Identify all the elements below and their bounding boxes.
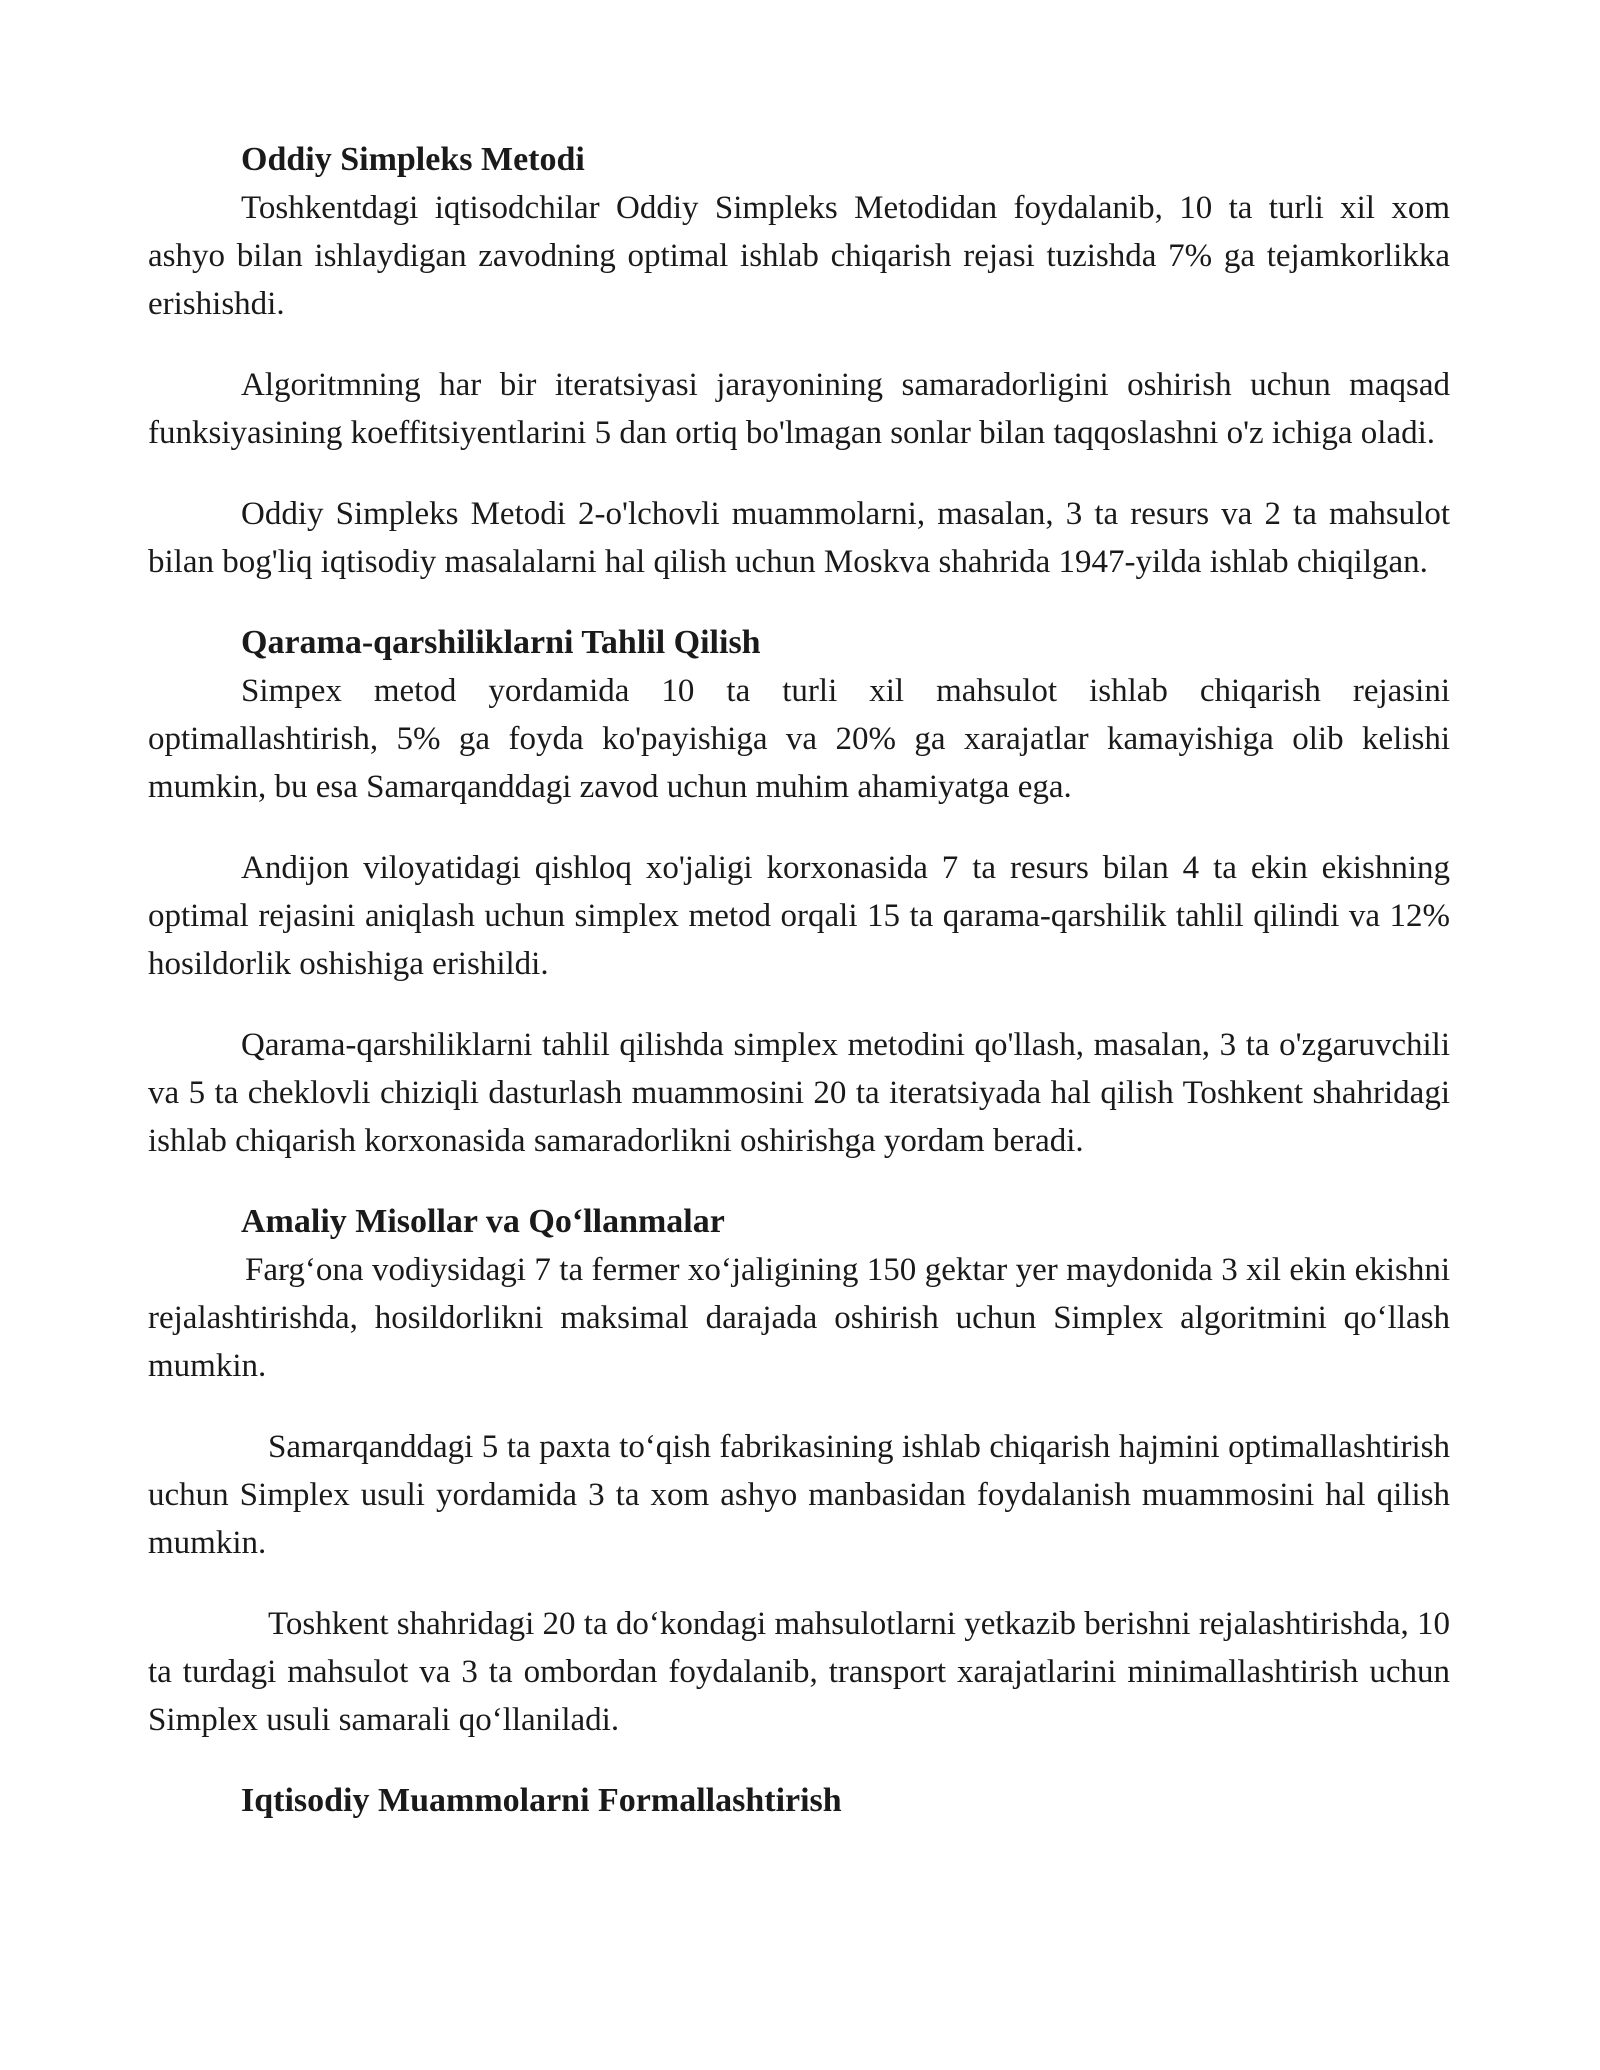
paragraph: Algoritmning har bir iteratsiyasi jarayonining samaradorligini oshirish uchun maqsad funksiyasining koeffitsiyentlarini 5 dan ortiq bo'lmagan sonlar bilan taqqoslashni o'z ichiga oladi. [148,367,1450,451]
section-heading: Qarama-qarshiliklarni Tahlil Qilish [241,624,761,661]
section-heading: Amaliy Misollar va Qo‘llanmalar [241,1203,725,1240]
paragraph: Oddiy Simpleks Metodi 2-o'lchovli muammolarni, masalan, 3 ta resurs va 2 ta mahsulot bilan bog'liq iqtisodiy masalalarni hal qilish uchun Moskva shahrida 1947-yilda ishlab chiqilgan. [148,496,1450,580]
paragraph: Toshkentdagi iqtisodchilar Oddiy Simpleks Metodidan foydalanib, 10 ta turli xil xom ashyo bilan ishlaydigan zavodning optimal ishlab chiqarish rejasi tuzishda 7% ga tejamkorlikka erishishdi. [148,190,1450,322]
paragraph: Farg‘ona vodiysidagi 7 ta fermer xo‘jaligining 150 gektar yer maydonida 3 xil ekin ekishni rejalashtirishda, hosildorlikni maksimal darajada oshirish uchun Simplex algoritmini qo‘llash mumkin. [148,1252,1450,1384]
section-heading: Iqtisodiy Muammolarni Formallashtirish [241,1782,842,1819]
document-page [148,136,1450,1825]
section-heading: Oddiy Simpleks Metodi [241,141,585,178]
paragraph: Toshkent shahridagi 20 ta do‘kondagi mahsulotlarni yetkazib berishni rejalashtirishda, 10 ta turdagi mahsulot va 3 ta ombordan foydalanib, transport xarajatlarini minimallashtirish uchun Simplex usuli samarali qo‘llaniladi. [148,1606,1450,1738]
paragraph: Samarqanddagi 5 ta paxta to‘qish fabrikasining ishlab chiqarish hajmini optimallashtirish uchun Simplex usuli yordamida 3 ta xom ashyo manbasidan foydalanish muammosini hal qilish mumkin. [148,1429,1450,1561]
paragraph: Qarama-qarshiliklarni tahlil qilishda simplex metodini qo'llash, masalan, 3 ta o'zgaruvchili va 5 ta cheklovli chiziqli dasturlash muammosini 20 ta iteratsiyada hal qilish Toshkent shahridagi ishlab chiqarish korxonasida samaradorlikni oshirishga yordam beradi. [148,1027,1450,1159]
paragraph: Simpex metod yordamida 10 ta turli xil mahsulot ishlab chiqarish rejasini optimallashtirish, 5% ga foyda ko'payishiga va 20% ga xarajatlar kamayishiga olib kelishi mumkin, bu esa Samarqanddagi zavod uchun muhim ahamiyatga ega. [148,673,1450,805]
paragraph: Andijon viloyatidagi qishloq xo'jaligi korxonasida 7 ta resurs bilan 4 ta ekin ekishning optimal rejasini aniqlash uchun simplex metod orqali 15 ta qarama-qarshilik tahlil qilindi va 12% hosildorlik oshishiga erishildi. [148,850,1450,982]
